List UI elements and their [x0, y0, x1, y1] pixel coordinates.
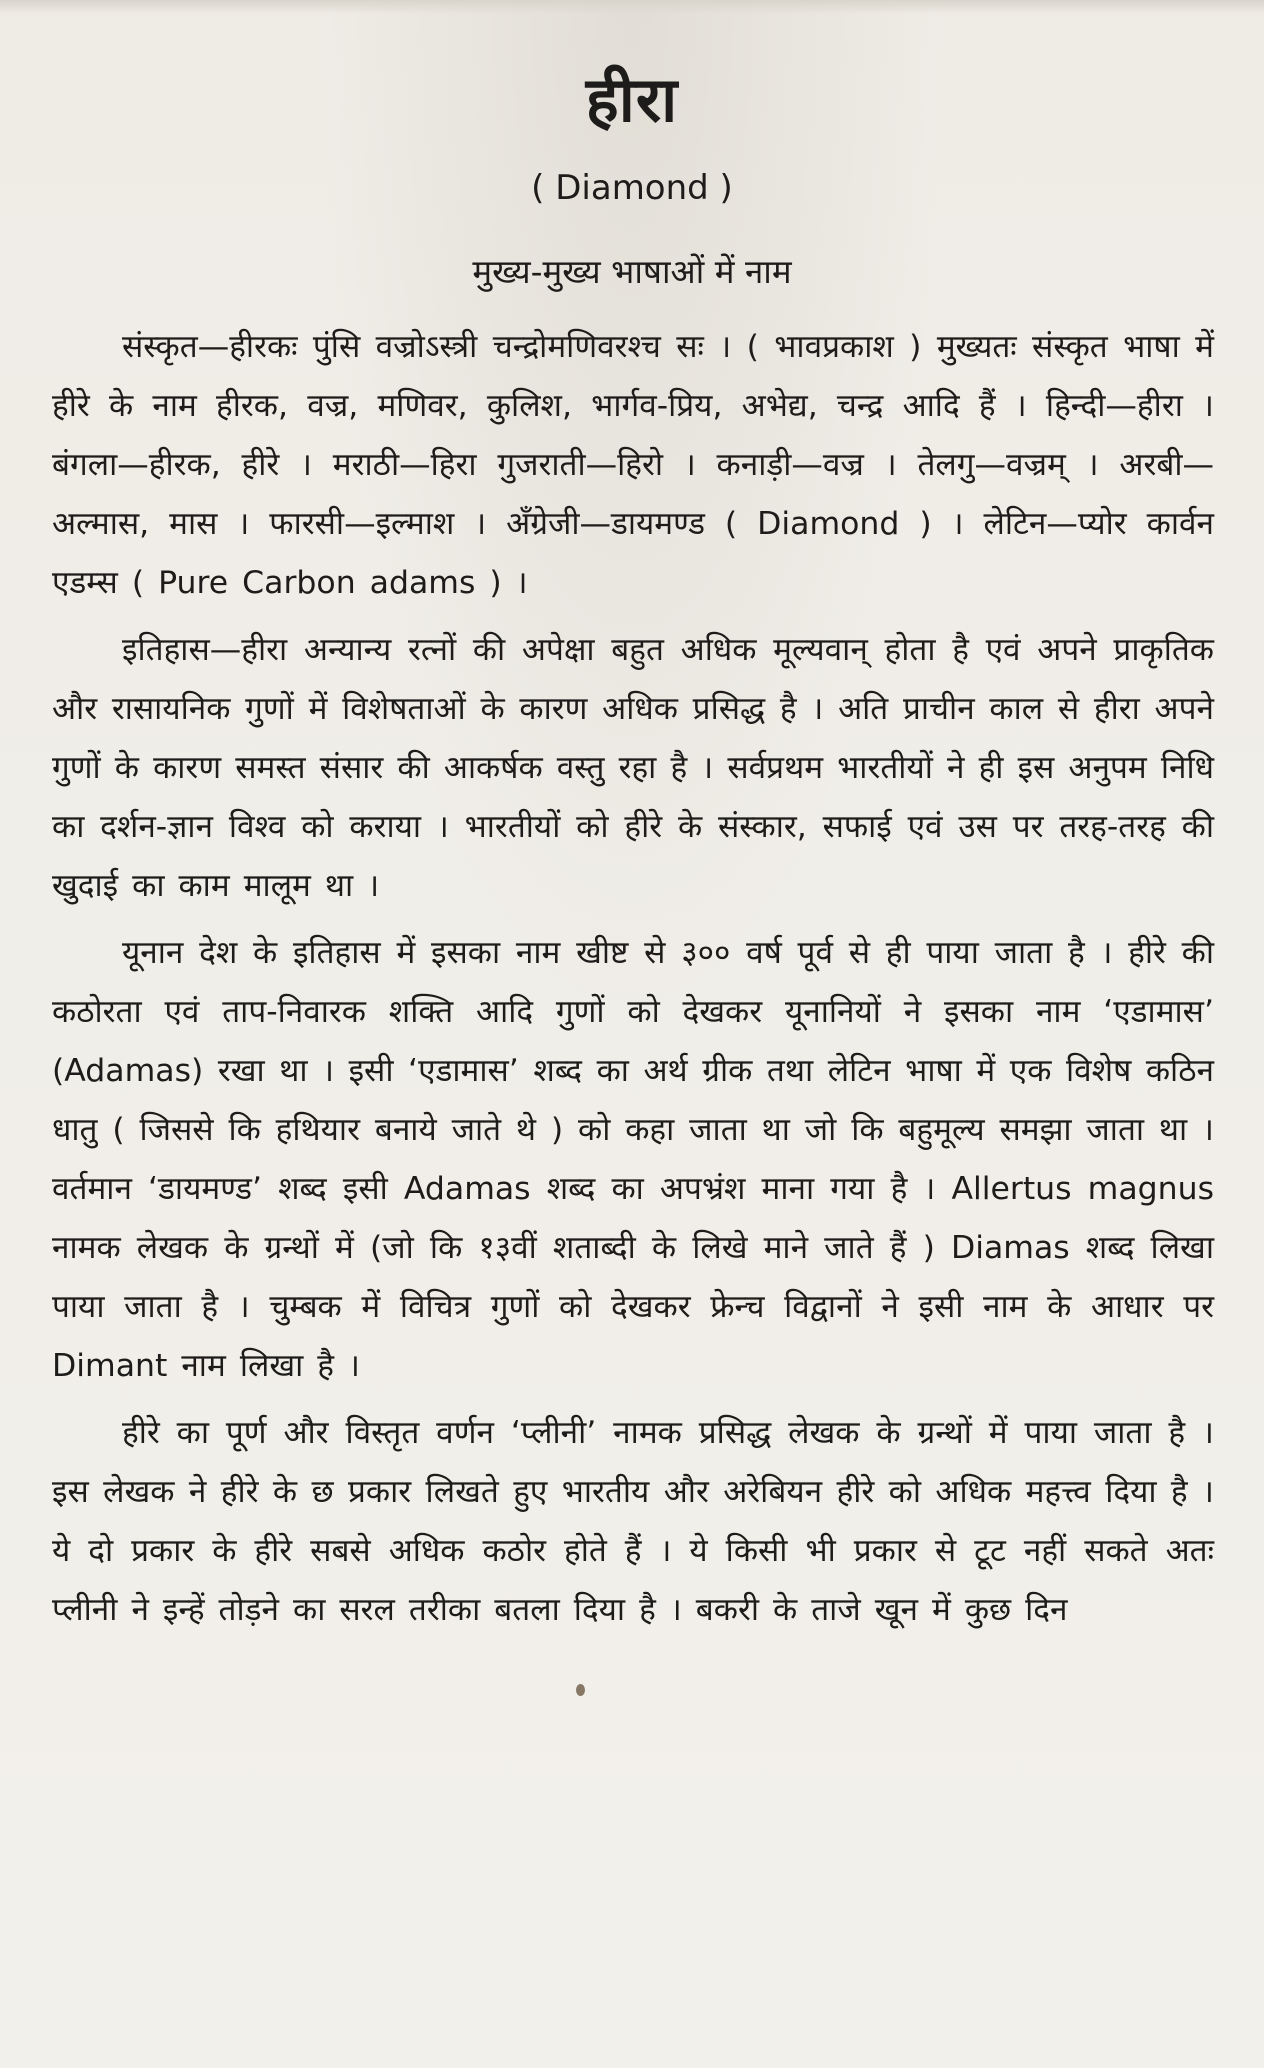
ink-spot: [576, 1684, 585, 1696]
body-text: [52, 318, 1214, 1648]
paragraph-names: संस्कृत—हीरकः पुंसि वज्रोऽस्त्री चन्द्रोमणिवरश्च सः । ( भावप्रकाश ) मुख्यतः संस्कृत भाषा में हीरे के नाम हीरक, वज्र, मणिवर, कुलिश, भार्गव-प्रिय, अभेद्य, चन्द्र आदि हैं । हिन्दी—हीरा । बंगला—हीरक, हीरे । मराठी—हिरा गुजराती—हिरो । कनाड़ी—वज्र । तेलगु—वज्रम् । अरबी—अल्मास, मास । फारसी—इल्माश । अँग्रेजी—डायमण्ड ( Diamond ) । लेटिन—प्योर कार्वन एडम्स ( Pure Carbon adams ) ।: [52, 329, 1214, 601]
page-edge-shadow: [0, 0, 1264, 14]
page-subtitle: ( Diamond ): [531, 168, 733, 208]
paragraph-history: इतिहास—हीरा अन्यान्य रत्नों की अपेक्षा बहुत अधिक मूल्यवान् होता है एवं अपने प्राकृतिक और रासायनिक गुणों में विशेषताओं के कारण अधिक प्रसिद्ध है । अति प्राचीन काल से हीरा अपने गुणों के कारण समस्त संसार की आकर्षक वस्तु रहा है । सर्वप्रथम भारतीयों ने ही इस अनुपम निधि का दर्शन-ज्ञान विश्व को कराया । भारतीयों को हीरे के संस्कार, सफाई एवं उस पर तरह-तरह की खुदाई का काम मालूम था ।: [52, 632, 1214, 904]
paragraph-greece: यूनान देश के इतिहास में इसका नाम खीष्ट से ३०० वर्ष पूर्व से ही पाया जाता है । हीरे की कठोरता एवं ताप-निवारक शक्ति आदि गुणों को देखकर यूनानियों ने इसका नाम ‘एडामास’ (Adamas) रखा था । इसी ‘एडामास’ शब्द का अर्थ ग्रीक तथा लेटिन भाषा में एक विशेष कठिन धातु ( जिससे कि हथियार बनाये जाते थे ) को कहा जाता था जो कि बहुमूल्य समझा जाता था । वर्तमान ‘डायमण्ड’ शब्द इसी Adamas शब्द का अपभ्रंश माना गया है । Allertus magnus नामक लेखक के ग्रन्थों में (जो कि १३वीं शताब्दी के लिखे माने जाते हैं ) Diamas शब्द लिखा पाया जाता है । चुम्बक में विचित्र गुणों को देखकर फ्रेन्च विद्वानों ने इसी नाम के आधार पर Dimant नाम लिखा है ।: [52, 935, 1214, 1384]
section-heading: मुख्य-मुख्य भाषाओं में नाम: [472, 252, 792, 291]
paragraph-pliny: हीरे का पूर्ण और विस्तृत वर्णन ‘प्लीनी’ नामक प्रसिद्ध लेखक के ग्रन्थों में पाया जाता है । इस लेखक ने हीरे के छ प्रकार लिखते हुए भारतीय और अरेबियन हीरे को अधिक महत्त्व दिया है । ये दो प्रकार के हीरे सबसे अधिक कठोर होते हैं । ये किसी भी प्रकार से टूट नहीं सकते अतः प्लीनी ने इन्हें तोड़ने का सरल तरीका बतला दिया है । बकरी के ताजे खून में कुछ दिन: [52, 1415, 1214, 1628]
page-title: हीरा: [585, 63, 679, 136]
